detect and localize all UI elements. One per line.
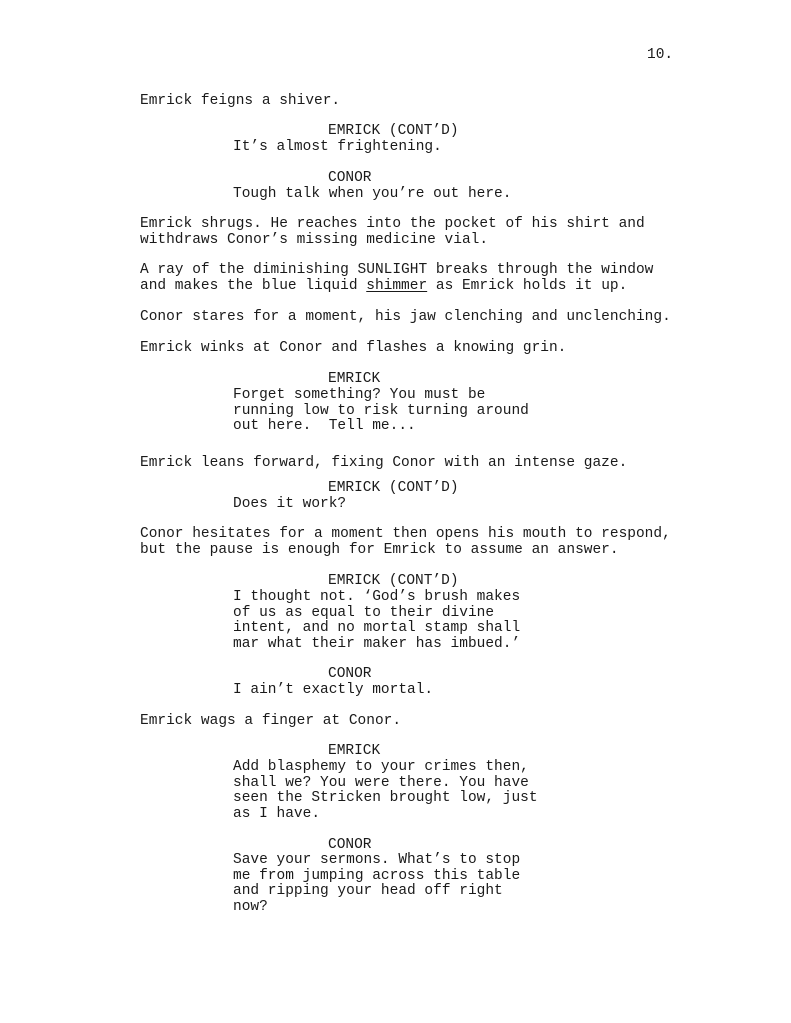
- script-line: mar what their maker has imbued.’: [233, 635, 521, 652]
- script-line: EMRICK (CONT’D): [328, 480, 459, 496]
- script-line: EMRICK (CONT’D): [328, 573, 459, 589]
- script-line: Emrick winks at Conor and flashes a knowing grin.: [140, 340, 567, 356]
- character-cue: [328, 667, 372, 683]
- script-line: Emrick shrugs. He reaches into the pocket of his shirt and: [140, 216, 645, 232]
- script-line: A ray of the diminishing SUNLIGHT breaks through the window: [140, 262, 654, 278]
- underlined-word: shimmer: [366, 277, 428, 294]
- script-line: Forget something? You must be: [233, 387, 486, 403]
- character-cue: [328, 372, 380, 388]
- dialogue-block: [233, 760, 538, 822]
- action-line: [140, 341, 566, 357]
- script-line: EMRICK: [328, 371, 381, 387]
- script-line: out here. Tell me...: [233, 418, 416, 434]
- script-line: Add blasphemy to your crimes then,: [233, 759, 529, 775]
- script-line: Emrick leans forward, fixing Conor with an intense gaze.: [140, 455, 628, 471]
- dialogue-block: [233, 187, 511, 203]
- action-line: [140, 527, 671, 558]
- script-line: running low to risk turning around: [233, 402, 529, 419]
- dialogue-block: [233, 497, 346, 513]
- script-line: me from jumping across this table: [233, 867, 521, 884]
- page-number: 10.: [647, 47, 674, 63]
- character-cue: [328, 574, 459, 590]
- script-line: withdraws Conor’s missing medicine vial.: [140, 231, 489, 248]
- script-line: CONOR: [328, 837, 372, 853]
- character-cue: [328, 481, 459, 497]
- character-cue: [328, 744, 380, 760]
- script-line: shall we? You were there. You have: [233, 774, 529, 791]
- action-line: [140, 456, 627, 472]
- script-line: Save your sermons. What’s to stop: [233, 852, 521, 868]
- script-line: It’s almost frightening.: [233, 139, 442, 155]
- script-line: Emrick wags a finger at Conor.: [140, 713, 402, 729]
- character-cue: [328, 171, 372, 187]
- script-line: now?: [233, 898, 268, 915]
- script-line: CONOR: [328, 666, 372, 682]
- script-line: but the pause is enough for Emrick to assume an answer.: [140, 541, 619, 558]
- action-line: [140, 263, 653, 294]
- script-line: Conor stares for a moment, his jaw clenching and unclenching.: [140, 309, 671, 325]
- script-line: Does it work?: [233, 496, 347, 512]
- action-line: [140, 310, 671, 326]
- dialogue-block: [233, 683, 433, 699]
- script-line: I thought not. ‘God’s brush makes: [233, 589, 521, 605]
- action-line: [140, 217, 645, 248]
- script-line: EMRICK: [328, 743, 381, 759]
- script-line: Emrick feigns a shiver.: [140, 93, 341, 109]
- dialogue-block: [233, 853, 520, 915]
- script-line: and makes the blue liquid shimmer as Emrick holds it up.: [140, 277, 628, 294]
- script-line: EMRICK (CONT’D): [328, 123, 459, 139]
- script-line: I ain’t exactly mortal.: [233, 682, 434, 698]
- dialogue-block: [233, 140, 442, 156]
- script-line: and ripping your head off right: [233, 883, 503, 899]
- script-line: Tough talk when you’re out here.: [233, 186, 512, 202]
- script-line: of us as equal to their divine: [233, 604, 495, 621]
- action-line: [140, 94, 340, 110]
- dialogue-block: [233, 590, 520, 652]
- script-line: as I have.: [233, 805, 321, 822]
- character-cue: [328, 124, 459, 140]
- script-line: Conor hesitates for a moment then opens his mouth to respond,: [140, 526, 671, 542]
- script-line: intent, and no mortal stamp shall: [233, 620, 521, 636]
- action-line: [140, 714, 401, 730]
- script-line: seen the Stricken brought low, just: [233, 790, 538, 806]
- dialogue-block: [233, 388, 529, 435]
- script-line: CONOR: [328, 170, 372, 186]
